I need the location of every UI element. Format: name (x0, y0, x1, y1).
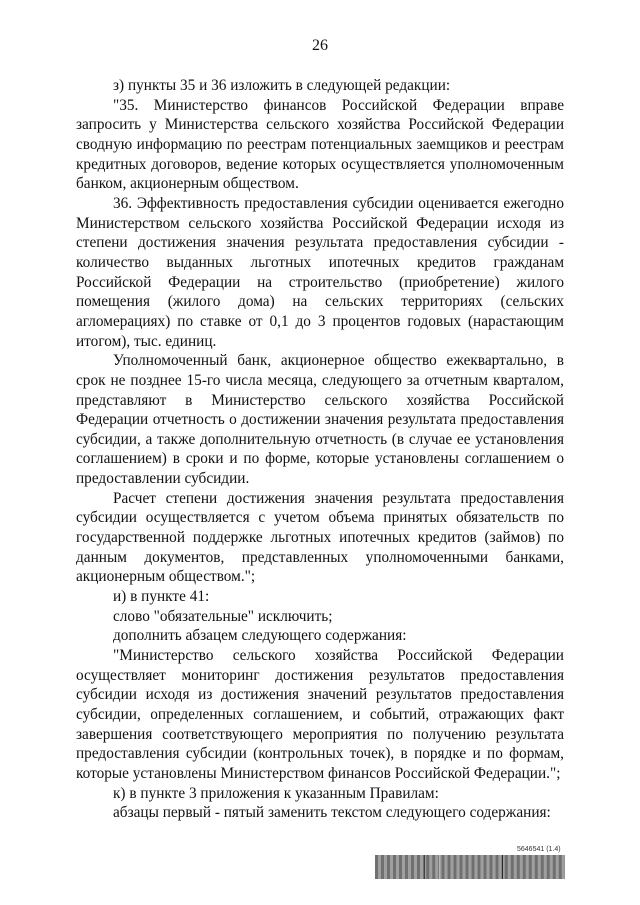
paragraph: к) в пункте 3 приложения к указанным Правилам: (113, 784, 439, 802)
page-number: 26 (312, 37, 328, 54)
paragraph: Уполномоченный банк, акционерное общество ежеквартально, в срок не позднее 15-го числа месяца, следующего за отчетным кварталом, представляют в Министерство сельского хозяйства Российской Федерации отчетность о достижении значения результата предоставления субсидии, а также дополнительную отчетность (в случае ее установления соглашением) в сроки и по форме, которые установлены соглашением о предоставлении субсидии. (76, 352, 564, 488)
paragraph: "Министерство сельского хозяйства Российской Федерации осуществляет мониторинг достижения результатов предоставления субсидии исходя из достижения значений результатов предоставления субсидии, определенных соглашением, и событий, отражающих факт завершения соответствующего мероприятия по получению результата предоставления субсидии (контрольных точек), в порядке и по формам, которые установлены Министерством финансов Российской Федерации."; (76, 647, 564, 782)
paragraph: абзацы первый - пятый заменить текстом следующего содержания: (113, 804, 551, 822)
paragraph: "35. Министерство финансов Российской Федерации вправе запросить у Министерства сельского хозяйства Российской Федерации сводную информацию по реестрам потенциальных заемщиков и реестрам кредитных договоров, ведение которых осуществляется уполномоченным банком, акционерным обществом. (76, 96, 564, 193)
document-body (76, 76, 564, 823)
paragraph: и) в пункте 41: (113, 588, 210, 606)
paragraph: Расчет степени достижения значения результата предоставления субсидии осуществляется с учетом объема принятых обязательств по государственной поддержке льготных ипотечных кредитов (займов) по данным документов, представленных уполномоченными банками, акционерным обществом."; (76, 489, 564, 586)
document-code: 5646541 (1.4) (517, 846, 561, 853)
paragraph: дополнить абзацем следующего содержания: (113, 627, 407, 645)
paragraph: слово "обязательные" исключить; (113, 607, 333, 625)
paragraph: з) пункты 35 и 36 изложить в следующей редакции: (113, 77, 451, 94)
paragraph: 36. Эффективность предоставления субсидии оценивается ежегодно Министерством сельского хозяйства Российской Федерации исходя из степени достижения значения результата предоставления субсидии - количество выданных льготных ипотечных кредитов гражданам Российской Федерации на строительство (приобретение) жилого помещения (жилого дома) на сельских территориях (сельских агломерациях) по ставке от 0,1 до 3 процентов годовых (нарастающим итогом), тыс. единиц. (76, 194, 564, 350)
barcode-image (375, 855, 565, 879)
